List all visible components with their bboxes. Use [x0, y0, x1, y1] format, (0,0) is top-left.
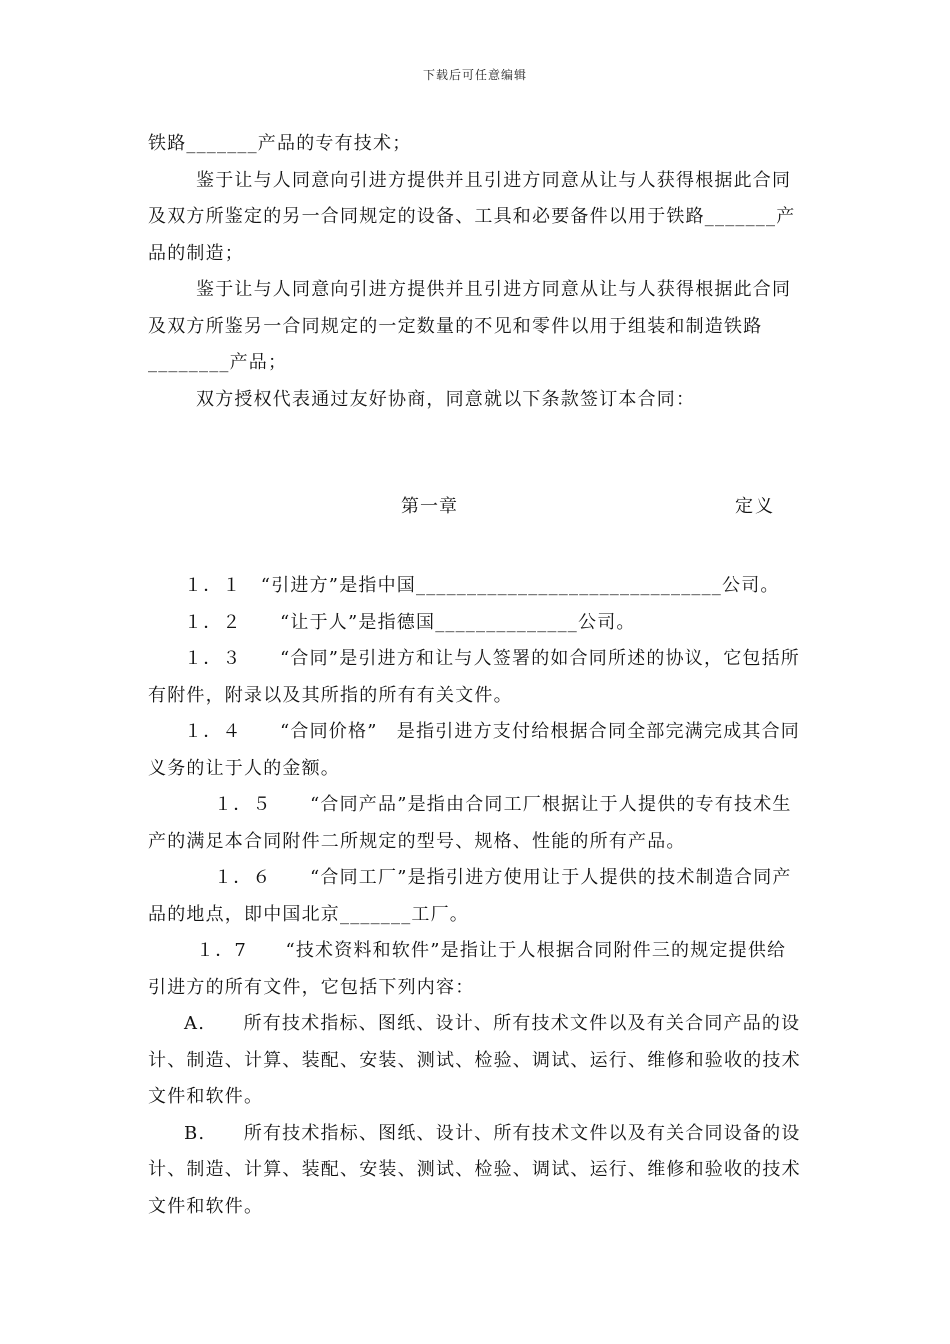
document-body [148, 126, 803, 1225]
chapter-number: 第一章 [401, 496, 458, 517]
definition-1-1: １．１ “引进方”是指中国______________________________公司。 [184, 575, 780, 596]
intro-paragraph-4: 双方授权代表通过友好协商，同意就以下条款签订本合同： [196, 388, 696, 410]
definition-item-b: B. 所有技术指标、图纸、设计、所有技术文件以及有关合同设备的设计、制造、计算、装配、安装、测试、检验、调试、运行、维修和验收的技术文件和软件。 [148, 1122, 801, 1217]
definition-1-7: １．7 “技术资料和软件”是指让于人根据合同附件三的规定提供给引进方的所有文件，它包括下列内容： [148, 940, 787, 998]
chapter-title: 定义 [735, 496, 775, 517]
chapter-heading [148, 492, 803, 528]
definitions-list [148, 568, 803, 1225]
intro-paragraph-2: 鉴于让与人同意向引进方提供并且引进方同意从让与人获得根据此合同及双方所鉴定的另一合同规定的设备、工具和必要备件以用于铁路_______产品的制造； [148, 169, 796, 264]
intro-line-1: 铁路_______产品的专有技术； [148, 133, 412, 154]
intro-paragraph-3: 鉴于让与人同意向引进方提供并且引进方同意从让与人获得根据此合同及双方所鉴另一合同规定的一定数量的不见和零件以用于组装和制造铁路________产品； [148, 279, 792, 373]
definition-item-a: A. 所有技术指标、图纸、设计、所有技术文件以及有关合同产品的设计、制造、计算、装配、安装、测试、检验、调试、运行、维修和验收的技术文件和软件。 [148, 1013, 801, 1107]
definition-1-6: １．６ “合同工厂”是指引进方使用让于人提供的技术制造合同产品的地点，即中国北京_______工厂。 [148, 867, 792, 925]
definition-1-2: １．２ “让于人”是指德国______________公司。 [184, 611, 636, 633]
definition-1-5: １．５ “合同产品”是指由合同工厂根据让于人提供的专有技术生产的满足本合同附件二所规定的型号、规格、性能的所有产品。 [148, 794, 792, 852]
definition-1-3: １．３ “合同”是引进方和让与人签署的如合同所述的协议，它包括所有附件，附录以及其所指的所有有关文件。 [148, 648, 801, 706]
page-header: 下载后可任意编辑 [422, 68, 527, 82]
definition-1-4: １．４ “合同价格” 是指引进方支付给根据合同全部完满完成其合同义务的让于人的金额。 [148, 721, 801, 779]
